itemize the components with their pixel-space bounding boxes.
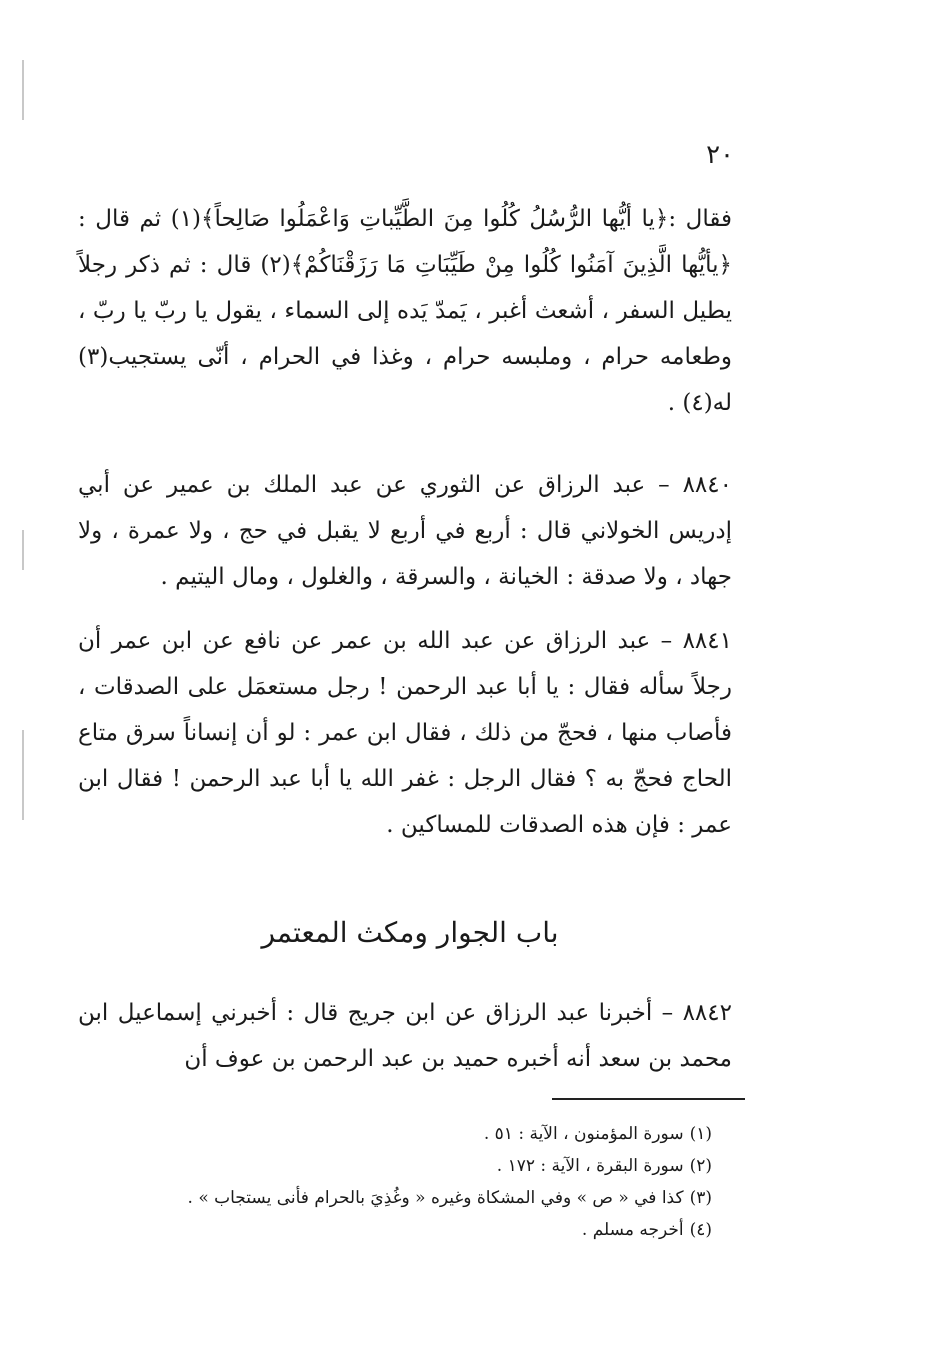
scan-margin-mark bbox=[22, 530, 24, 570]
scan-margin-mark bbox=[22, 730, 24, 820]
footnote-text: كذا في « ص » وفي المشكاة وغيره « وغُذِيَ بالحرام فأنى يستجاب » . bbox=[187, 1188, 684, 1208]
paragraph-hadith-8841: ٨٨٤١ – عبد الرزاق عن عبد الله بن عمر عن نافع عن ابن عمر أن رجلاً سأله فقال : يا أبا عبد الرحمن ! رجل مستعمَل على الصدقات ، فأصاب منها ، فحجّ من ذلك ، فقال ابن عمر : لو أن إنساناً سرق متاع الحاج فحجّ به ؟ فقال الرجل : غفر الله يا أبا عبد الرحمن ! فقال ابن عمر : فإن هذه الصدقات للمساكين . bbox=[78, 628, 732, 838]
paragraph-hadith-8840: ٨٨٤٠ – عبد الرزاق عن الثوري عن عبد الملك بن عمير عن أبي إدريس الخولاني قال : أربع في أربع لا يقبل في حج ، ولا عمرة ، ولا جهاد ، ولا صدقة : الخيانة ، والسرقة ، والغلول ، ومال اليتيم . bbox=[78, 472, 732, 590]
paragraph-hadith-continuation: فقال :﴿يا أيُّها الرُّسُلُ كُلُوا مِنَ الطَّيِّباتِ وَاعْمَلُوا صَالِحاً﴾(١) ثم قال : ﴿يأيُّها الَّذِينَ آمَنُوا كُلُوا مِنْ طَيِّبَاتِ مَا رَزَقْنَاكُمْ﴾(٢) قال : ثم ذكر رجلاً يطيل السفر ، أشعث أغبر ، يَمدّ يَده إلى السماء ، يقول يا ربّ يا ربّ ، وطعامه حرام ، وملبسه حرام ، وغذا في الحرام ، أنّى يستجيب(٣) له(٤) . bbox=[78, 206, 733, 416]
footnote-2 bbox=[100, 1150, 712, 1182]
footnote-3 bbox=[100, 1182, 712, 1214]
footnote-text: أخرجه مسلم . bbox=[581, 1220, 684, 1240]
paragraph-hadith-8842: ٨٨٤٢ – أخبرنا عبد الرزاق عن ابن جريج قال : أخبرني إسماعيل ابن محمد بن سعد أنه أخبره حميد بن عبد الرحمن بن عوف أن bbox=[78, 1000, 732, 1072]
footnote-text: سورة المؤمنون ، الآية : ٥١ . bbox=[483, 1124, 684, 1144]
scan-margin-mark bbox=[22, 60, 24, 120]
footnote-number: (٢) bbox=[689, 1156, 712, 1176]
footnote-divider bbox=[552, 1098, 745, 1100]
footnote-number: (٤) bbox=[689, 1220, 712, 1240]
footnote-text: سورة البقرة ، الآية : ١٧٢ . bbox=[496, 1156, 684, 1176]
footnotes bbox=[100, 1118, 712, 1246]
page-number: ٢٠ bbox=[706, 140, 734, 170]
chapter-heading: باب الجوار ومكث المعتمر bbox=[261, 916, 559, 949]
footnote-4 bbox=[100, 1214, 712, 1246]
footnote-number: (٣) bbox=[689, 1188, 712, 1208]
footnote-number: (١) bbox=[689, 1124, 712, 1144]
footnote-1 bbox=[100, 1118, 712, 1150]
